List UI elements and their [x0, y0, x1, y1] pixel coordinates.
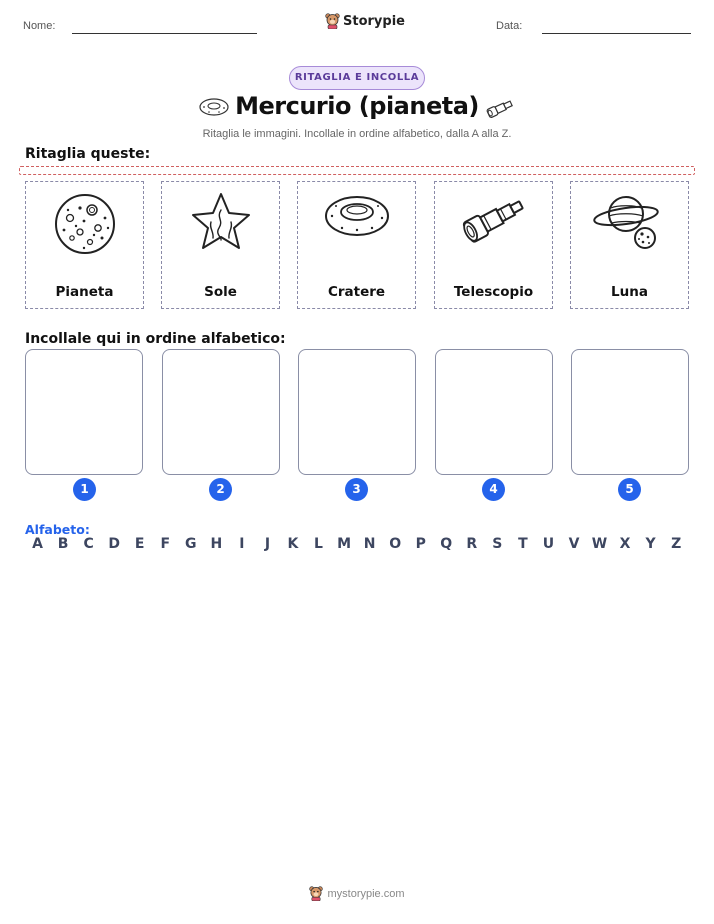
alphabet-letter: A [32, 536, 43, 552]
alphabet-letter: S [492, 536, 503, 552]
planet-icon [50, 188, 120, 258]
alphabet-letter: P [415, 536, 426, 552]
alphabet-letter: L [314, 536, 323, 552]
paste-section-label: Incollale qui in ordine alfabetico: [25, 331, 286, 347]
alphabet-letter: J [264, 536, 271, 552]
alphabet-letter: K [287, 536, 299, 552]
bear-mascot-icon [325, 13, 340, 29]
date-label: Data: [496, 20, 523, 32]
alphabet-letter: G [185, 536, 197, 552]
cut-section-label: Ritaglia queste: [25, 146, 151, 162]
cut-line [19, 166, 695, 175]
alphabet-letter: E [134, 536, 145, 552]
cut-card-sun[interactable] [161, 181, 280, 309]
number-badge-4: 4 [482, 478, 505, 501]
card-label: Luna [611, 284, 648, 300]
sun-star-icon [186, 188, 256, 258]
title-row [0, 92, 714, 126]
alphabet-letter: X [619, 536, 631, 552]
number-badge-1: 1 [73, 478, 96, 501]
number-badge-5: 5 [618, 478, 641, 501]
alphabet-letter: M [337, 536, 352, 552]
alphabet-letter: Z [671, 536, 682, 552]
footer [0, 886, 714, 901]
alphabet-label: Alfabeto: [25, 522, 90, 537]
number-badge-2: 2 [209, 478, 232, 501]
alphabet-letter: R [466, 536, 478, 552]
alphabet-letter: T [518, 536, 528, 552]
bear-mascot-icon [309, 886, 323, 901]
paste-box-1[interactable] [25, 349, 143, 475]
paste-box-3[interactable] [298, 349, 416, 475]
alphabet-letter: C [83, 536, 94, 552]
alphabet-letter: O [389, 536, 402, 552]
alphabet-letter: V [568, 536, 580, 552]
alphabet-letter: I [239, 536, 245, 552]
activity-badge: RITAGLIA E INCOLLA [289, 66, 425, 90]
paste-box-2[interactable] [162, 349, 280, 475]
telescope-icon [456, 188, 532, 248]
brand-name: Storypie [343, 13, 405, 29]
card-label: Telescopio [453, 284, 534, 300]
date-line[interactable] [542, 33, 691, 34]
brand-logo [325, 13, 405, 29]
cut-card-telescope[interactable] [434, 181, 553, 309]
alphabet-letter: B [57, 536, 69, 552]
telescope-icon [484, 96, 516, 120]
alphabet-letter: Q [440, 536, 453, 552]
alphabet-letter: D [108, 536, 120, 552]
cut-card-moon[interactable] [570, 181, 689, 309]
alphabet-letter: H [210, 536, 223, 552]
crater-icon [322, 188, 392, 248]
number-badge-3: 3 [345, 478, 368, 501]
paste-box-4[interactable] [435, 349, 553, 475]
footer-link[interactable]: mystorypie.com [327, 887, 405, 900]
alphabet-row [25, 536, 689, 552]
name-label: Nome: [23, 20, 56, 32]
alphabet-letter: F [160, 536, 171, 552]
card-label: Cratere [327, 284, 386, 300]
moon-saturn-icon [593, 188, 667, 252]
instructions: Ritaglia le immagini. Incollale in ordine alfabetico, dalla A alla Z. [202, 128, 512, 140]
card-label: Sole [204, 284, 237, 300]
alphabet-letter: Y [645, 536, 656, 552]
alphabet-letter: U [542, 536, 555, 552]
paste-box-5[interactable] [571, 349, 689, 475]
page-title: Mercurio (pianeta) [235, 92, 479, 120]
card-label: Pianeta [55, 284, 114, 300]
cut-card-planet[interactable] [25, 181, 144, 309]
alphabet-letter: N [363, 536, 376, 552]
name-line[interactable] [72, 33, 257, 34]
cut-card-crater[interactable] [297, 181, 416, 309]
alphabet-letter: W [591, 536, 608, 552]
